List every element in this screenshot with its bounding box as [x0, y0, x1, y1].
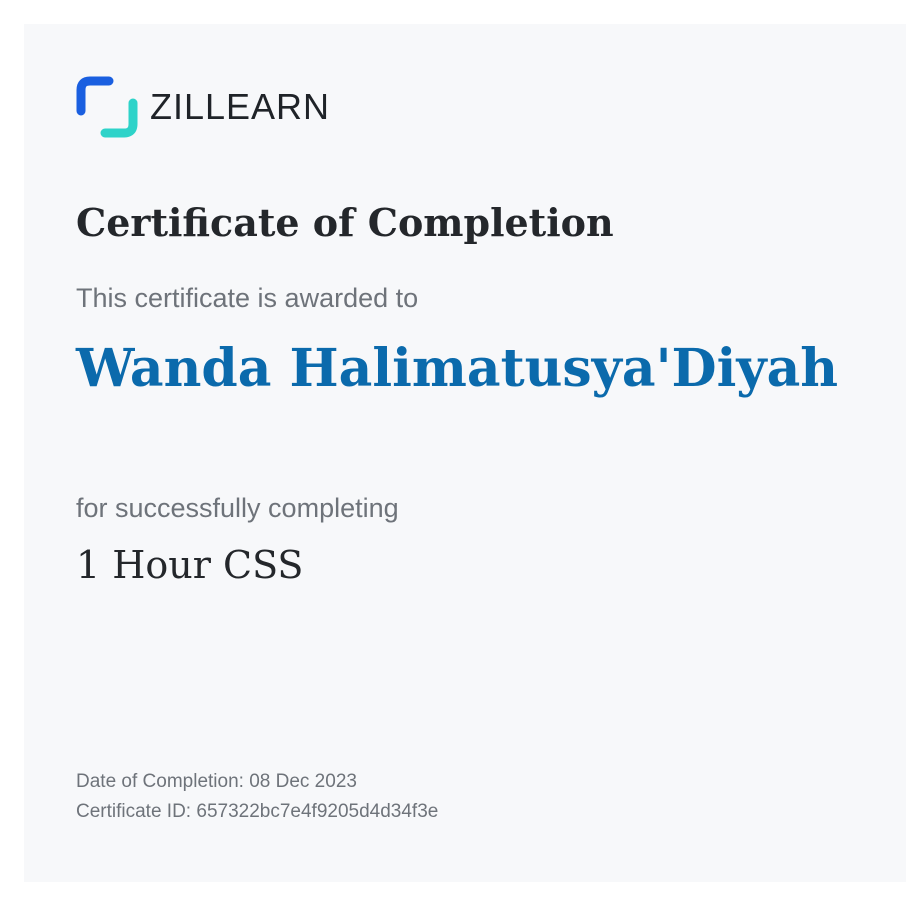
certificate-id-label: Certificate ID:	[76, 801, 197, 822]
course-name: 1 Hour CSS	[76, 543, 304, 587]
certificate-id-line	[76, 797, 438, 827]
logo-mark-teal	[105, 103, 133, 133]
zillearn-logo-icon	[76, 76, 138, 138]
awarded-to-label: This certificate is awarded to	[76, 283, 419, 313]
completion-date-label: Date of Completion:	[76, 771, 250, 792]
certificate-meta	[76, 767, 438, 827]
logo-mark-blue	[81, 81, 109, 111]
completion-date-line	[76, 767, 438, 797]
certificate-card	[24, 24, 906, 882]
certificate-title: Certificate of Completion	[76, 200, 614, 245]
recipient-name: Wanda Halimatusya'Diyah	[76, 338, 839, 399]
brand-name: ZILLEARN	[150, 86, 331, 127]
certificate-id-value: 657322bc7e4f9205d4d34f3e	[196, 801, 439, 822]
brand-logo	[76, 76, 330, 138]
completing-label: for successfully completing	[76, 493, 399, 523]
completion-date-value: 08 Dec 2023	[249, 771, 357, 792]
